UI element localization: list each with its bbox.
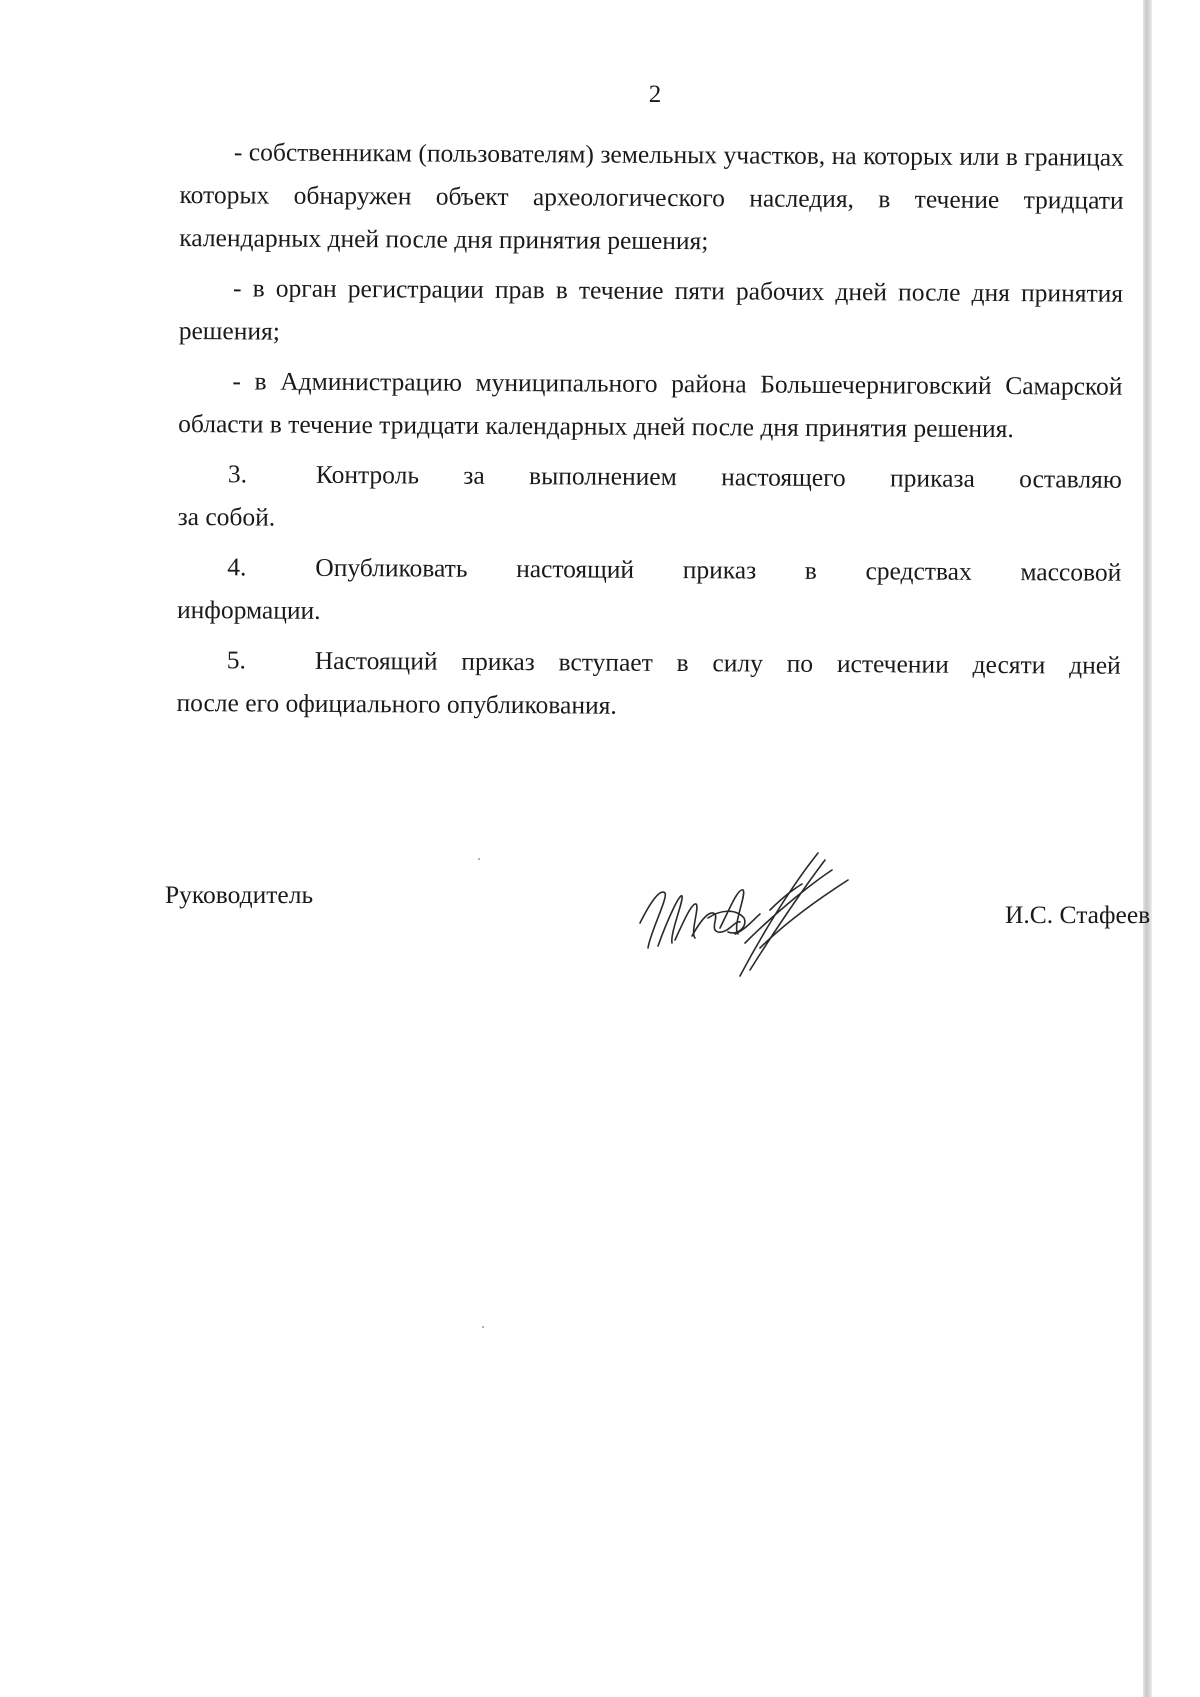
scan-speck <box>482 1326 484 1328</box>
item-3-number: 3. <box>227 459 248 489</box>
item-3-continuation: за собой. <box>177 501 276 532</box>
item-5 <box>176 638 1121 730</box>
scan-edge <box>1143 0 1152 1697</box>
document-body <box>176 130 1124 737</box>
page-number: 2 <box>648 81 662 108</box>
signatory-name: И.С. Стафеев <box>1005 900 1151 929</box>
item-4-number: 4. <box>227 552 247 582</box>
paragraph-administration: - в Администрацию муниципального района Большечерниговский Самарской области в течение тридцати календарных дней после дня принятия решения. <box>178 366 1123 444</box>
item-5-number: 5. <box>226 645 246 675</box>
item-3 <box>178 452 1123 544</box>
signature-block <box>165 880 1165 1000</box>
item-4-continuation: информации. <box>176 594 321 625</box>
handwritten-signature <box>620 848 850 983</box>
item-3-text: Контроль за выполнением настоящего приказа оставляю <box>315 459 1122 494</box>
item-5-text: Настоящий приказ вступает в силу по истечении десяти дней <box>314 645 1121 680</box>
scan-margin <box>1152 0 1200 1697</box>
item-4 <box>177 545 1122 637</box>
scan-speck <box>478 858 480 860</box>
signatory-role: Руководитель <box>165 880 314 909</box>
item-5-continuation: после его официального опубликования. <box>176 687 617 720</box>
item-4-text: Опубликовать настоящий приказ в средствах массовой <box>315 552 1122 587</box>
paragraph-owners: - собственникам (пользователям) земельных участков, на которых или в границах которых обнаружен объект археологического наследия, в течение тридцати календарных дней после дня принятия решения; <box>179 137 1124 256</box>
paragraph-registration-authority: - в орган регистрации прав в течение пяти рабочих дней после дня принятия решения; <box>178 273 1124 346</box>
